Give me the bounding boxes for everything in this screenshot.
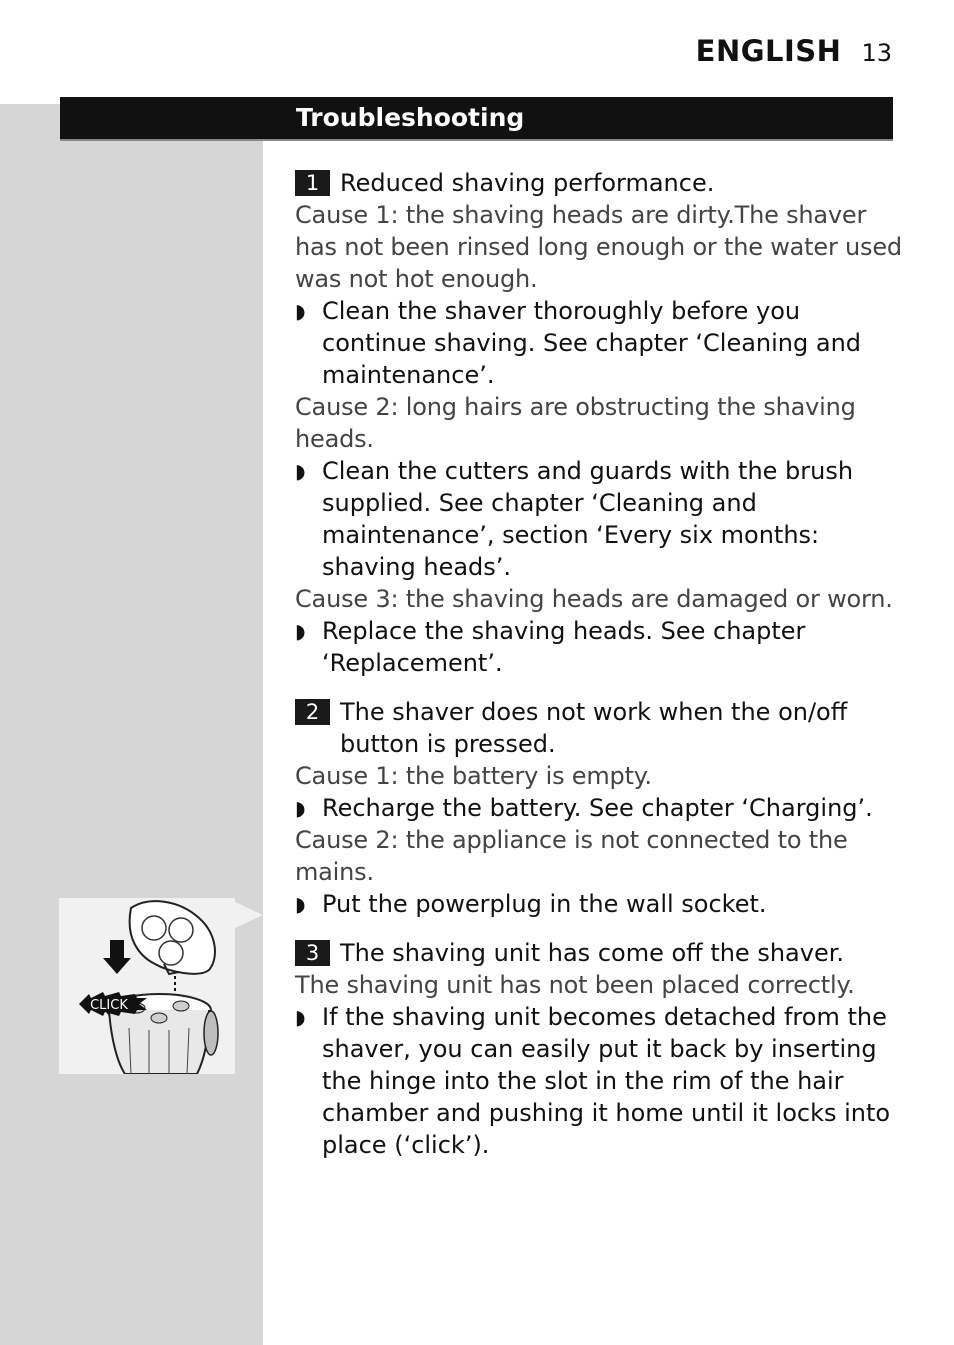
page-number: 13: [861, 39, 892, 67]
solution-text: Replace the shaving heads. See chapter ‘Replacement’.: [322, 617, 806, 677]
problem-heading: [295, 167, 905, 199]
problem-title: Reduced shaving performance.: [340, 169, 715, 197]
grey-margin-column: [0, 104, 263, 1345]
problem-heading: [295, 696, 905, 760]
bullet-icon: ◗: [295, 892, 306, 916]
solution-text: Recharge the battery. See chapter ‘Charging’.: [322, 794, 873, 822]
solution-item: [295, 615, 905, 679]
arrow-shaft: [110, 940, 124, 958]
cause-text: Cause 2: long hairs are obstructing the shaving heads.: [295, 393, 856, 453]
cause-text: Cause 1: the shaving heads are dirty.The shaver has not been rinsed long enough or the water used was not hot enough.: [295, 201, 902, 293]
bullet-icon: ◗: [295, 459, 306, 483]
problem-number-badge: 1: [295, 170, 330, 196]
solution-item: [295, 1001, 905, 1161]
solution-item: [295, 792, 905, 824]
cause-text: Cause 2: the appliance is not connected to the mains.: [295, 826, 848, 886]
cause-text: Cause 3: the shaving heads are damaged or worn.: [295, 585, 893, 613]
problem-number-badge: 3: [295, 940, 330, 966]
problem-number-badge: 2: [295, 699, 330, 725]
language-title: ENGLISH: [695, 34, 842, 68]
problem-1: [295, 167, 905, 679]
bullet-icon: ◗: [295, 619, 306, 643]
solution-text: Clean the shaver thoroughly before you continue shaving. See chapter ‘Cleaning and maintenance’.: [322, 297, 862, 389]
problem-2: [295, 696, 905, 920]
solution-text: Put the powerplug in the wall socket.: [322, 890, 767, 918]
page-header: [696, 34, 892, 68]
troubleshooting-content: [295, 167, 905, 1178]
shaving-unit-drawing: [59, 898, 235, 1074]
problem-title: The shaving unit has come off the shaver.: [340, 939, 845, 967]
section-header-bar: [60, 97, 893, 141]
down-arrow-icon: [103, 958, 131, 974]
solution-text: If the shaving unit becomes detached from the shaver, you can easily put it back by inserting the hinge into the slot in the rim of the hair chamber and pushing it home until it locks into place (‘click’).: [322, 1003, 891, 1159]
cutter-shape: [173, 1001, 189, 1011]
section-title: Troubleshooting: [296, 103, 525, 132]
shaving-unit-illustration: [59, 898, 235, 1074]
cause-text: Cause 1: the battery is empty.: [295, 762, 652, 790]
bullet-icon: ◗: [295, 299, 306, 323]
solution-item: [295, 888, 905, 920]
bullet-icon: ◗: [295, 1005, 306, 1029]
cutter-shape: [151, 1013, 167, 1023]
solution-item: [295, 455, 905, 583]
cause-text: The shaving unit has not been placed correctly.: [295, 971, 855, 999]
problem-title: The shaver does not work when the on/off button is pressed.: [340, 698, 848, 758]
solution-item: [295, 295, 905, 391]
click-label: CLICK: [90, 998, 128, 1013]
illustration-pointer: [235, 902, 263, 928]
side-button: [204, 1011, 218, 1055]
bullet-icon: ◗: [295, 796, 306, 820]
problem-heading: [295, 937, 905, 969]
solution-text: Clean the cutters and guards with the brush supplied. See chapter ‘Cleaning and maintenance’, section ‘Every six months: shaving heads’.: [322, 457, 854, 581]
problem-3: [295, 937, 905, 1161]
